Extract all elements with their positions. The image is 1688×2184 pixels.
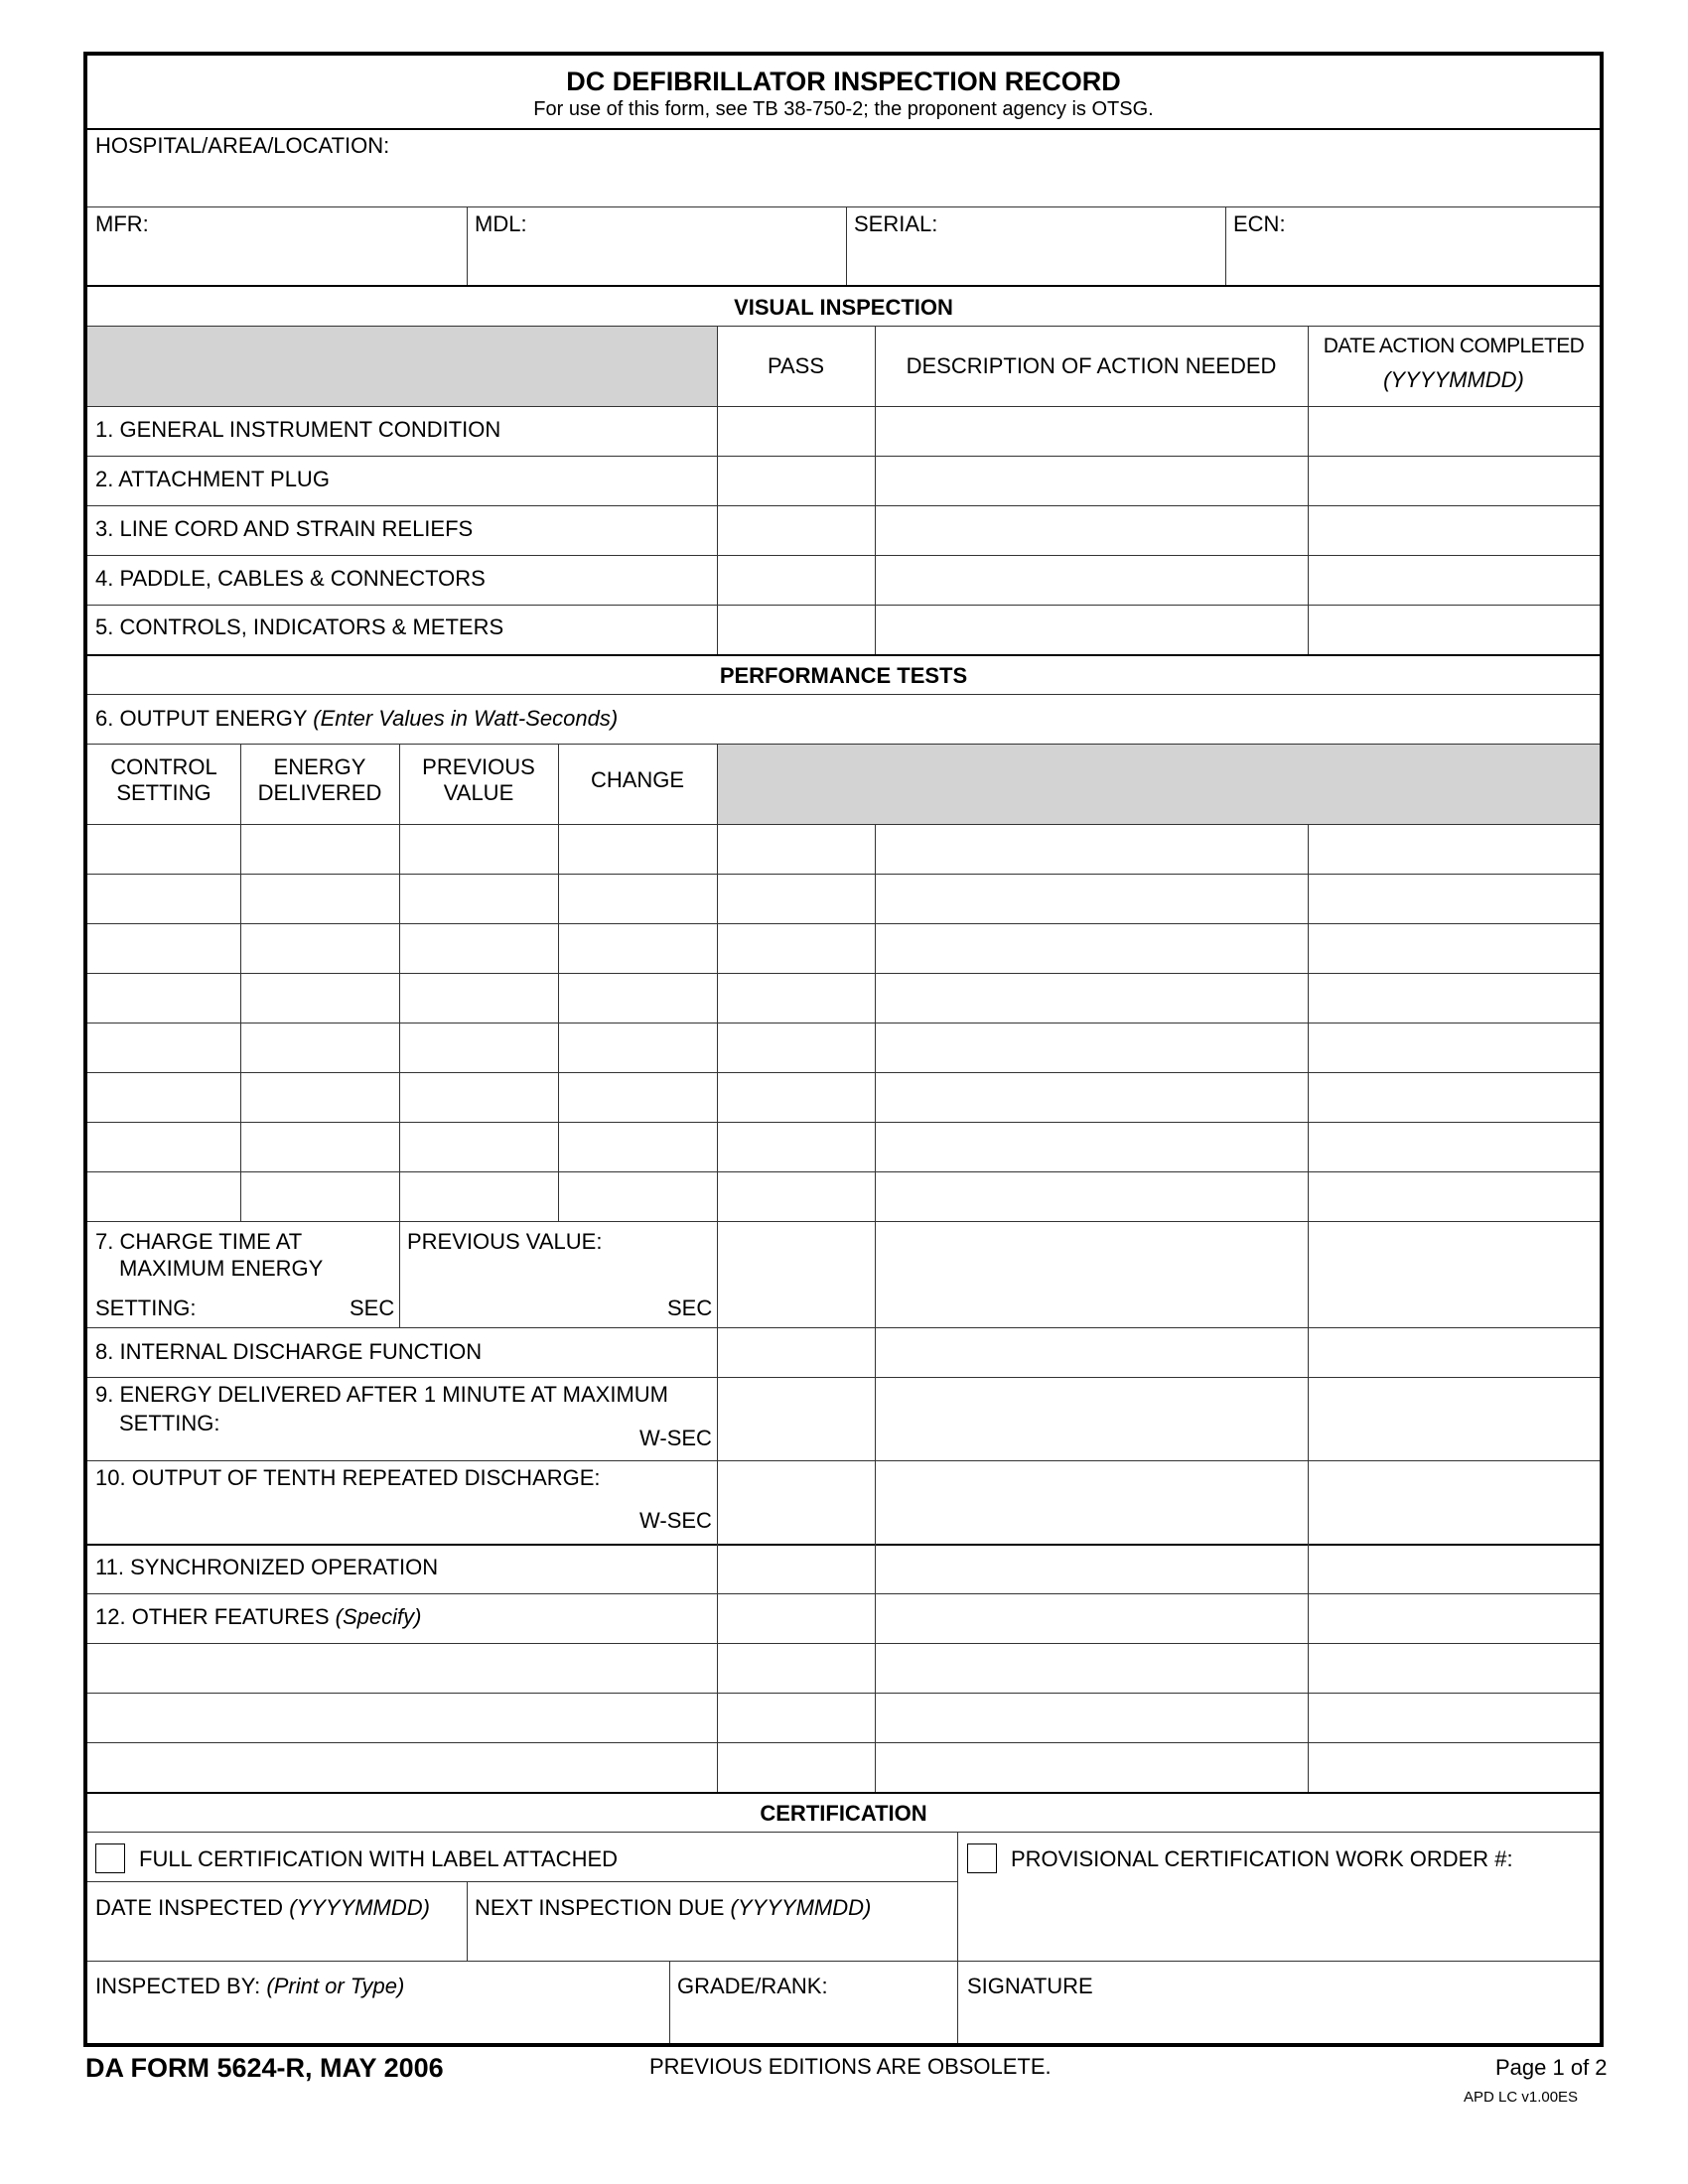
divider (87, 1072, 1600, 1073)
divider (87, 1832, 1600, 1833)
ecn-label: ECN: (1233, 211, 1286, 236)
item-6-label (95, 706, 618, 732)
divider (87, 1327, 1600, 1328)
certification-title: CERTIFICATION (760, 1801, 927, 1826)
item-11-label: 11. SYNCHRONIZED OPERATION (95, 1555, 439, 1579)
divider (87, 1693, 1600, 1694)
energy-col-change: CHANGE (590, 767, 685, 792)
item-12-title: 12. OTHER FEATURES (95, 1604, 330, 1629)
performance-tests-title: PERFORMANCE TESTS (719, 663, 968, 688)
divider (87, 555, 1600, 556)
divider (87, 1593, 1600, 1594)
item-7-previous-label: PREVIOUS VALUE: (407, 1229, 603, 1254)
divider (87, 456, 1600, 457)
next-inspection-due-title: NEXT INSPECTION DUE (475, 1895, 725, 1920)
energy-col-control-2: SETTING (116, 780, 211, 805)
col-header-description: DESCRIPTION OF ACTION NEEDED (906, 353, 1277, 378)
item-12-note: (Specify) (335, 1604, 422, 1629)
next-inspection-due-format: (YYYYMMDD) (730, 1895, 872, 1920)
visual-item-3-label: 3. LINE CORD AND STRAIN RELIEFS (95, 516, 474, 541)
item-7-previous-sec-unit: SEC (667, 1296, 713, 1320)
divider (87, 1122, 1600, 1123)
provisional-certification-checkbox[interactable] (967, 1843, 997, 1873)
next-inspection-due-field[interactable] (468, 1882, 957, 1960)
divider (87, 973, 1600, 974)
next-inspection-due-label (475, 1895, 871, 1921)
divider (1308, 326, 1309, 654)
date-inspected-label (95, 1895, 430, 1921)
form-version: APD LC v1.00ES (1464, 2089, 1579, 2106)
item-9-unit: W-SEC (639, 1426, 712, 1450)
divider (87, 285, 1600, 287)
page-number: Page 1 of 2 (1495, 2055, 1608, 2080)
item-7-sec-unit: SEC (350, 1296, 395, 1320)
inspected-by-note: (Print or Type) (266, 1974, 405, 1998)
col-header-date-format: (YYYYMMDD) (1383, 367, 1524, 392)
form-subtitle: For use of this form, see TB 38-750-2; the proponent agency is OTSG. (533, 98, 1154, 120)
divider (717, 744, 718, 1792)
mfr-label: MFR: (95, 211, 149, 236)
energy-col-previous-1: PREVIOUS (422, 754, 535, 779)
date-inspected-field[interactable] (87, 1882, 467, 1960)
shaded-cell (87, 327, 717, 406)
visual-item-5-label: 5. CONTROLS, INDICATORS & METERS (95, 614, 504, 639)
item-6-title: 6. OUTPUT ENERGY (95, 706, 308, 731)
divider (87, 694, 1600, 695)
divider (1225, 206, 1226, 285)
signature-label: SIGNATURE (967, 1974, 1093, 1998)
item-10-unit: W-SEC (639, 1508, 712, 1533)
divider (717, 326, 718, 654)
energy-col-energy-2: DELIVERED (257, 780, 382, 805)
divider (957, 1832, 958, 1961)
divider (399, 1221, 400, 1327)
hospital-location-label: HOSPITAL/AREA/LOCATION: (95, 133, 390, 158)
divider (87, 605, 1600, 606)
energy-col-previous-2: VALUE (443, 780, 514, 805)
item-7-label-line2: MAXIMUM ENERGY (119, 1256, 324, 1281)
divider (399, 744, 400, 1221)
divider (87, 1171, 1600, 1172)
form-title: DC DEFIBRILLATOR INSPECTION RECORD (566, 67, 1121, 96)
item-8-label: 8. INTERNAL DISCHARGE FUNCTION (95, 1339, 483, 1364)
item-7-setting-label: SETTING: (95, 1296, 197, 1320)
previous-editions-note: PREVIOUS EDITIONS ARE OBSOLETE. (649, 2054, 1052, 2079)
energy-col-energy-1: ENERGY (273, 754, 366, 779)
serial-label: SERIAL: (854, 211, 938, 236)
date-inspected-format: (YYYYMMDD) (289, 1895, 430, 1920)
full-certification-checkbox[interactable] (95, 1843, 125, 1873)
divider (87, 874, 1600, 875)
full-certification-label: FULL CERTIFICATION WITH LABEL ATTACHED (139, 1846, 619, 1871)
divider (87, 923, 1600, 924)
divider (875, 326, 876, 654)
divider (240, 744, 241, 1221)
divider (87, 1377, 1600, 1378)
form-id: DA FORM 5624-R, MAY 2006 (85, 2053, 444, 2083)
divider (87, 1460, 1600, 1461)
mdl-label: MDL: (475, 211, 527, 236)
divider (87, 1221, 1600, 1222)
divider (467, 206, 468, 285)
inspection-form (83, 52, 1604, 2047)
inspected-by-label (95, 1974, 404, 1999)
visual-item-4-label: 4. PADDLE, CABLES & CONNECTORS (95, 566, 486, 591)
visual-item-1-label: 1. GENERAL INSTRUMENT CONDITION (95, 417, 501, 442)
divider (87, 1792, 1600, 1794)
item-12-label (95, 1604, 421, 1630)
col-header-date-completed: DATE ACTION COMPLETED (1323, 335, 1585, 357)
inspected-by-title: INSPECTED BY: (95, 1974, 261, 1998)
item-10-label: 10. OUTPUT OF TENTH REPEATED DISCHARGE: (95, 1465, 601, 1490)
col-header-pass: PASS (767, 353, 825, 378)
divider (87, 1544, 1600, 1546)
item-9-label-line2: SETTING: (119, 1411, 220, 1435)
divider (87, 1023, 1600, 1024)
divider (87, 654, 1600, 656)
provisional-certification-label: PROVISIONAL CERTIFICATION WORK ORDER #: (1011, 1846, 1513, 1871)
date-inspected-title: DATE INSPECTED (95, 1895, 284, 1920)
shaded-cell (718, 745, 1600, 824)
work-order-field[interactable] (959, 1882, 1600, 1960)
divider (1308, 824, 1309, 1792)
energy-col-control-1: CONTROL (110, 754, 217, 779)
divider (875, 824, 876, 1792)
divider (87, 406, 1600, 407)
item-9-label-line1: 9. ENERGY DELIVERED AFTER 1 MINUTE AT MAXIMUM (95, 1382, 669, 1407)
visual-item-2-label: 2. ATTACHMENT PLUG (95, 467, 330, 491)
divider (87, 824, 1600, 825)
divider (846, 206, 847, 285)
item-7-label-line1: 7. CHARGE TIME AT (95, 1229, 303, 1254)
divider (87, 505, 1600, 506)
divider (87, 1643, 1600, 1644)
divider (87, 1742, 1600, 1743)
visual-inspection-title: VISUAL INSPECTION (734, 295, 953, 320)
divider (558, 744, 559, 1221)
item-6-note: (Enter Values in Watt-Seconds) (313, 706, 619, 731)
grade-rank-label: GRADE/RANK: (677, 1974, 828, 1998)
